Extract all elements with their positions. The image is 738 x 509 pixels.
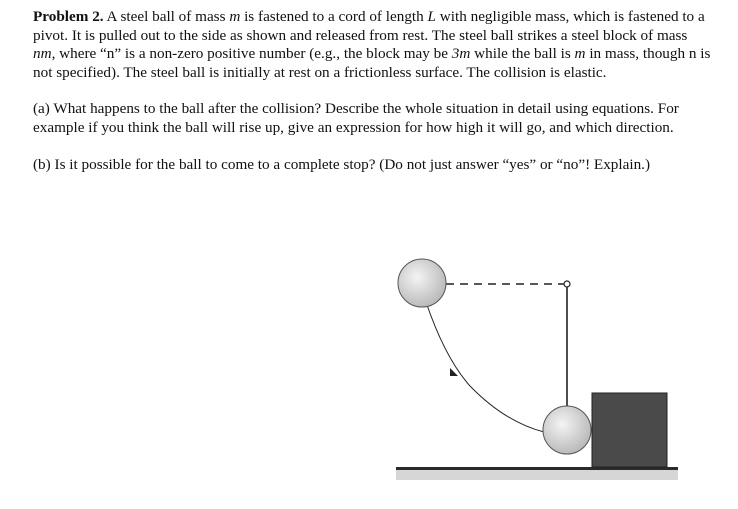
steel-block: [592, 393, 667, 467]
problem-intro: [33, 8, 713, 82]
problem-text: [33, 8, 713, 192]
intro-text: with negligible mass, which is fastened to a pivot. It is pulled out to the side as shown and released from rest. The steel ball strikes a steel block of mass: [33, 8, 705, 44]
steel-ball-release: [398, 259, 446, 307]
intro-text: in mass, though n is not specified). The steel ball is initially at rest on a frictionless surface. The collision is elastic.: [33, 45, 711, 81]
pendulum-figure: [390, 250, 680, 490]
pivot-point: [564, 281, 570, 287]
var-3m: 3m: [451, 45, 471, 63]
intro-text: , where “n” is a non-zero positive number (e.g., the block may be: [51, 45, 452, 63]
part-b: (b) Is it possible for the ball to come to a complete stop? (Do not just answer “yes” or “no”! Explain.): [33, 155, 651, 173]
swing-arc: [426, 302, 544, 432]
var-L: L: [427, 8, 436, 25]
ground-texture: [396, 470, 678, 480]
intro-text: A steel ball of mass: [103, 8, 230, 25]
var-m: m: [229, 8, 241, 25]
problem-heading: Problem 2.: [33, 8, 104, 25]
var-m: m: [574, 45, 586, 63]
intro-text: while the ball is: [470, 45, 575, 63]
steel-ball-collision: [543, 406, 591, 454]
part-a: (a) What happens to the ball after the collision? Describe the whole situation in detail using equations. For example if you think the ball will rise up, give an expression for how high it will go, and which direction.: [33, 100, 679, 136]
var-nm: nm: [33, 45, 52, 63]
intro-text: is fastened to a cord of length: [240, 8, 428, 25]
